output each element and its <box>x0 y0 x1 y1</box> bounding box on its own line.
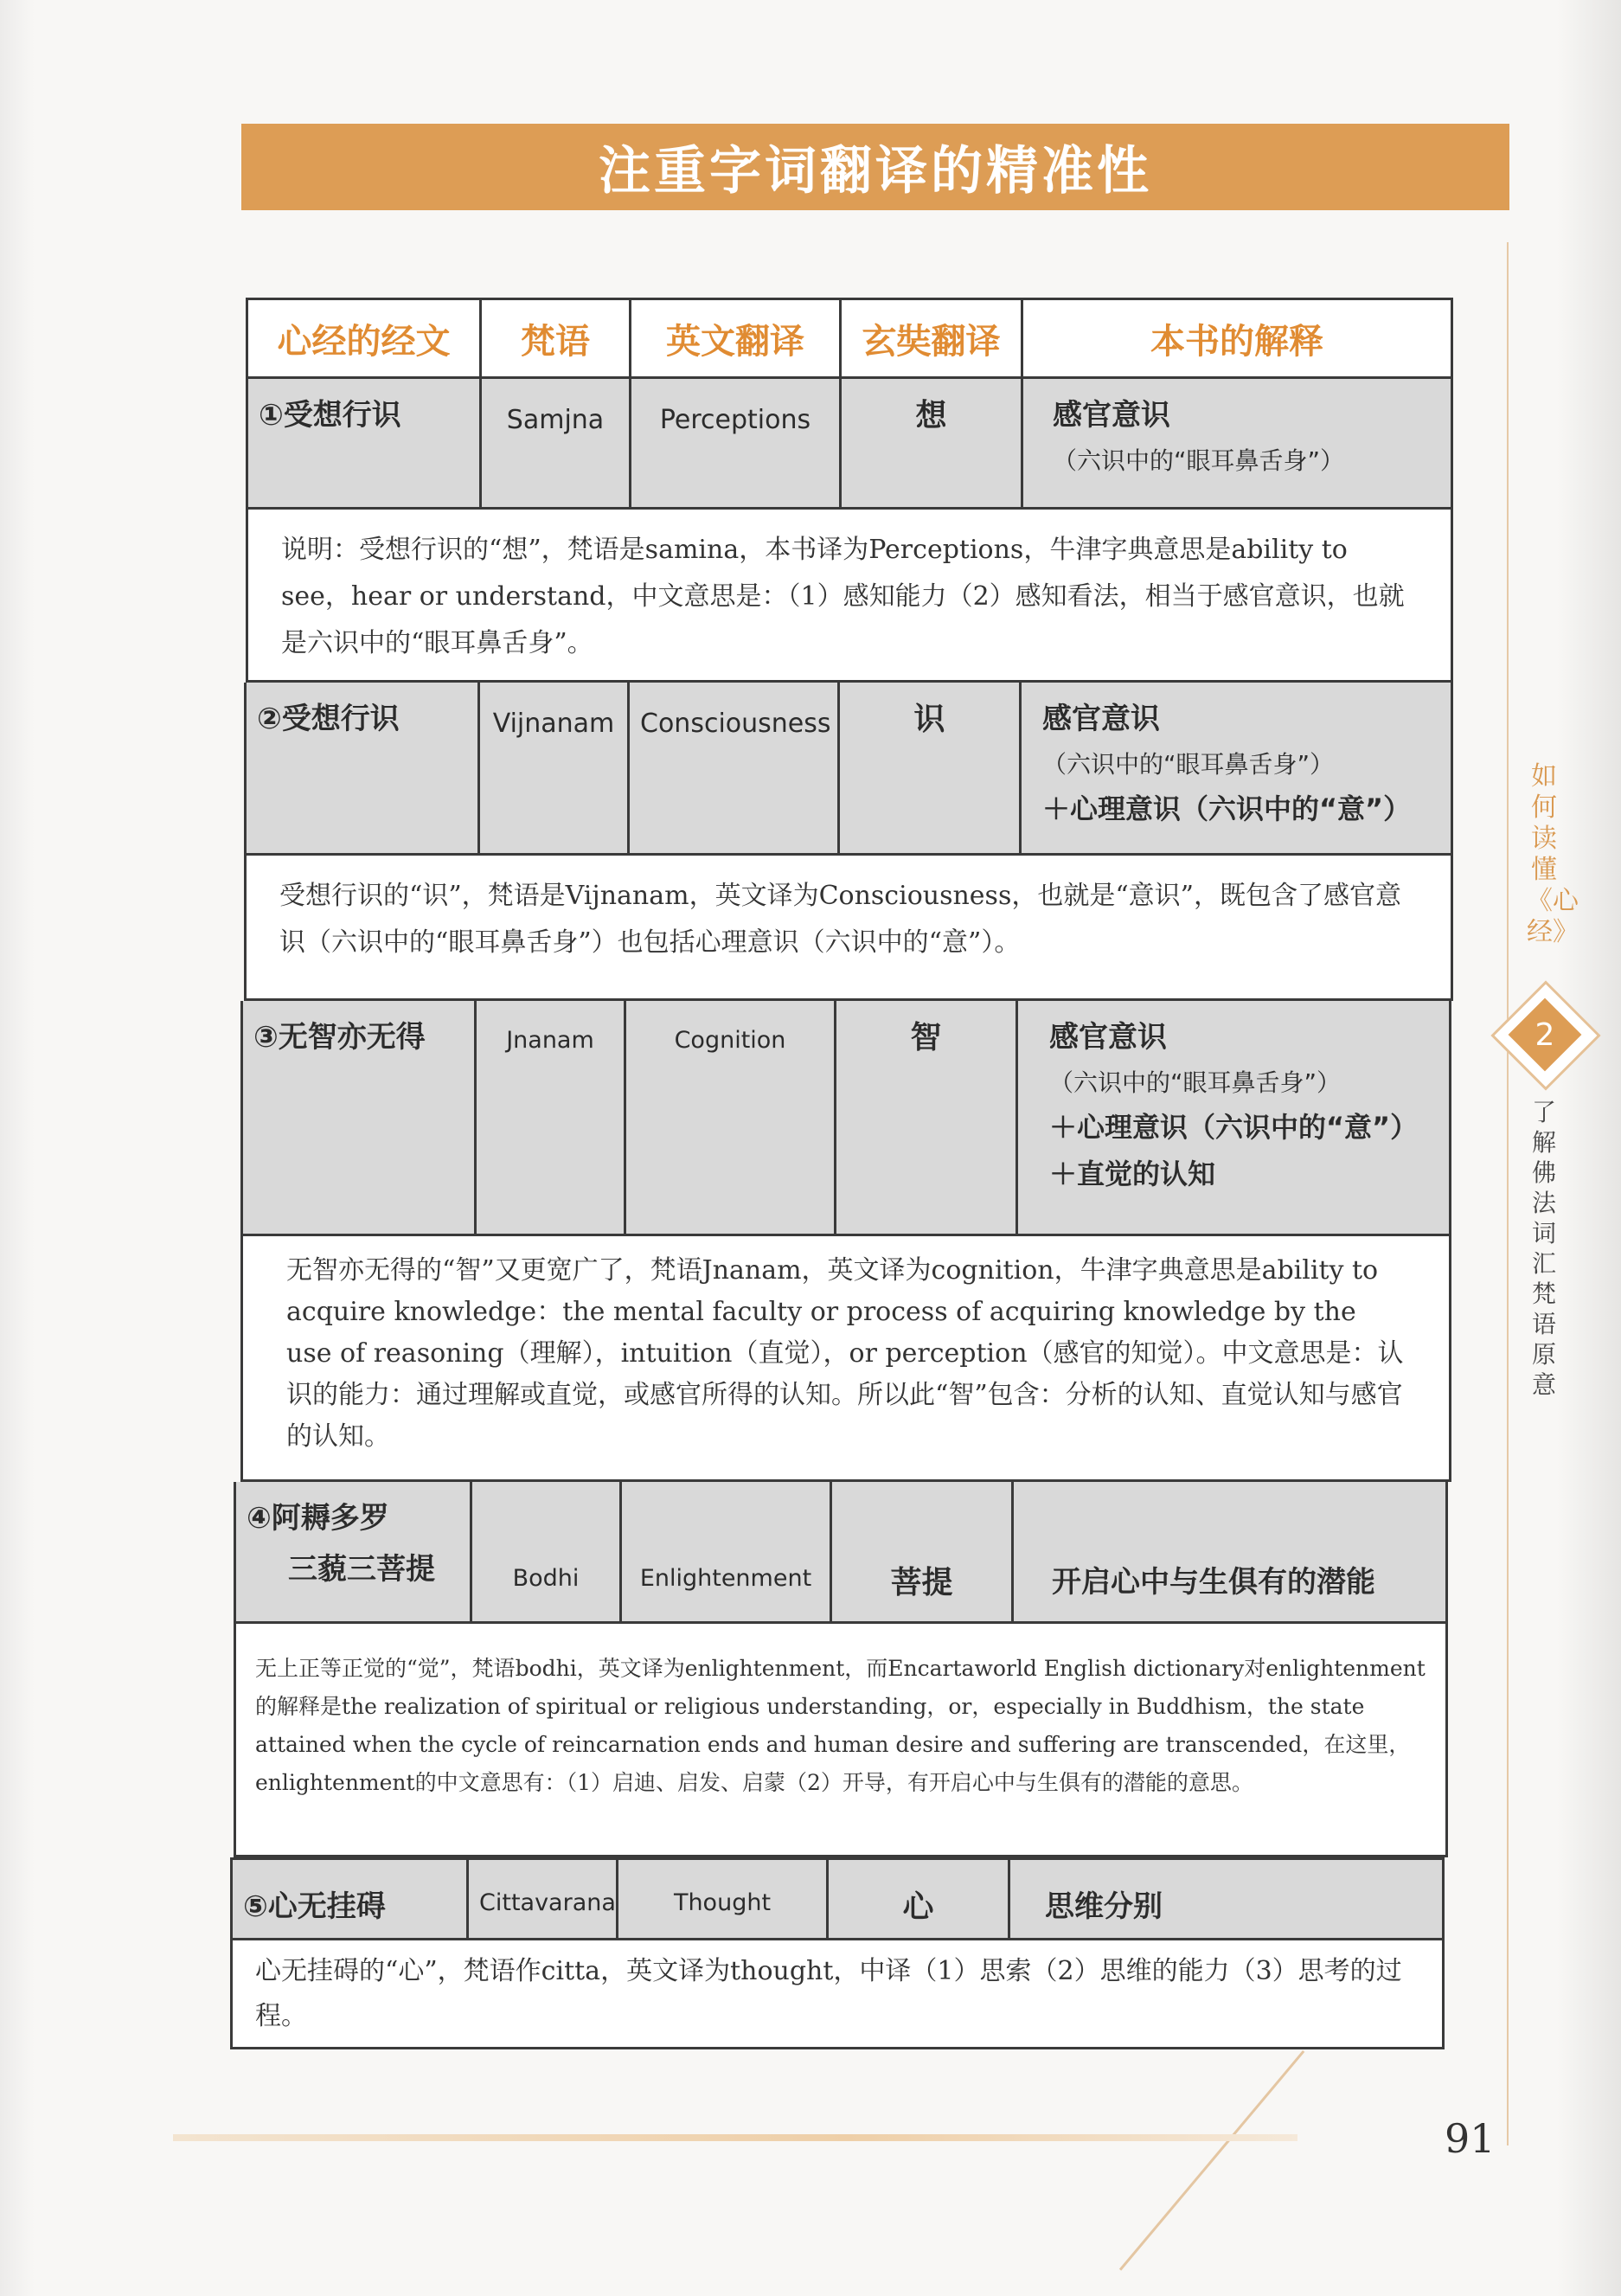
header-english: 英文翻译 <box>631 300 842 376</box>
page-number: 91 <box>1445 2115 1496 2162</box>
cell-sanskrit: Jnanam <box>477 1001 626 1234</box>
interp-sub: （六识中的“眼耳鼻舌身”） <box>1049 1068 1342 1097</box>
cell-sanskrit: Cittavarana <box>469 1860 618 1938</box>
interp-add: ＋心理意识（六识中的“意”） <box>1042 792 1412 825</box>
cell-term: ③无智亦无得 <box>243 1001 477 1234</box>
interp-add-2: ＋直觉的认知 <box>1049 1158 1216 1190</box>
title-banner <box>241 124 1509 210</box>
cell-english: Thought <box>618 1860 829 1938</box>
cell-english: Cognition <box>626 1001 836 1234</box>
cell-interpretation <box>1014 1482 1445 1621</box>
note-1: 说明：受想行识的“想”，梵语是samina，本书译为Perceptions，牛津字典意思是ability to see，hear or understand，中文意思是：（1）感知能力（2）感知看法，相当于感官意识，也就是六识中的“眼耳鼻舌身”。 <box>246 510 1453 683</box>
section-title-vertical: 了解佛法词汇梵语原意 <box>1531 1098 1556 1399</box>
decorative-border-right <box>1507 242 1509 2145</box>
cell-sanskrit: Bodhi <box>472 1482 622 1621</box>
interp-main: 感官意识 <box>1049 1020 1167 1055</box>
interp-main: 开启心中与生俱有的潜能 <box>1052 1565 1375 1600</box>
cell-xuanzang: 菩提 <box>832 1482 1014 1621</box>
cell-english: Consciousness <box>630 683 840 853</box>
cell-interpretation <box>1018 1001 1449 1234</box>
cell-term: ⑤心无挂碍 <box>233 1860 469 1938</box>
table-row <box>240 1001 1451 1236</box>
cell-xuanzang: 想 <box>842 379 1023 507</box>
cell-xuanzang: 智 <box>836 1001 1018 1234</box>
interp-main: 思维分别 <box>1045 1889 1163 1924</box>
cell-interpretation <box>1023 379 1451 507</box>
table-header <box>246 298 1453 379</box>
cell-xuanzang: 心 <box>829 1860 1010 1938</box>
cell-interpretation <box>1022 683 1451 853</box>
interp-sub: （六识中的“眼耳鼻舌身”） <box>1042 750 1335 779</box>
term-line-1: ④阿耨多罗 <box>247 1501 389 1536</box>
note-2: 受想行识的“识”，梵语是Vijnanam，英文译为Consciousness，也就是“意识”，既包含了感官意识（六识中的“眼耳鼻舌身”）也包括心理意识（六识中的“意”）。 <box>244 856 1453 1001</box>
page-title: 注重字词翻译的精准性 <box>599 141 1152 202</box>
cell-interpretation <box>1010 1860 1442 1938</box>
interp-add: ＋心理意识（六识中的“意”） <box>1049 1111 1419 1144</box>
note-4: 无上正等正觉的“觉”，梵语bodhi，英文译为enlightenment，而Encartaworld English dictionary对enlightenment的解释是the realization of spiritual or religious understanding，or，especially in Buddhism，the state attained when the cycle of reincarnation ends and human desire and suffering are transcended，在这里，enlightenment的中文意思有：（1）启迪、启发、启蒙（2）开导，有开启心中与生俱有的潜能的意思。 <box>234 1624 1448 1857</box>
chapter-number: 2 <box>1535 1017 1555 1053</box>
cell-xuanzang: 识 <box>840 683 1022 853</box>
note-5: 心无挂碍的“心”，梵语作citta，英文译为thought，中译（1）思索（2）思维的能力（3）思考的过程。 <box>230 1940 1445 2049</box>
table-row <box>234 1482 1448 1624</box>
cell-sanskrit: Vijnanam <box>480 683 630 853</box>
cell-term: ①受想行识 <box>248 379 482 507</box>
term-line-2: 三藐三菩提 <box>288 1552 435 1587</box>
cell-sanskrit: Samjna <box>482 379 631 507</box>
cell-term <box>236 1482 472 1621</box>
cell-english: Enlightenment <box>622 1482 832 1621</box>
header-interpretation: 本书的解释 <box>1150 321 1323 362</box>
footer-rule <box>173 2134 1297 2141</box>
header-sutra: 心经的经文 <box>248 300 482 376</box>
interp-main: 感官意识 <box>1053 398 1170 433</box>
table-row <box>244 683 1453 856</box>
table-row <box>246 379 1453 510</box>
cell-english: Perceptions <box>631 379 842 507</box>
header-sanskrit: 梵语 <box>482 300 631 376</box>
cell-term: ②受想行识 <box>247 683 480 853</box>
interp-sub: （六识中的“眼耳鼻舌身”） <box>1053 446 1345 475</box>
note-3: 无智亦无得的“智”又更宽广了，梵语Jnanam，英文译为cognition，牛津字典意思是ability to acquire knowledge：the mental faculty or process of acquiring knowledge by the use of reasoning（理解），intuition（直觉），or perception（感官的知觉）。中文意思是：认识的能力：通过理解或直觉，或感官所得的认知。所以此“智”包含：分析的认知、直觉认知与感官的认知。 <box>240 1236 1451 1482</box>
header-xuanzang: 玄奘翻译 <box>842 300 1023 376</box>
interp-main: 感官意识 <box>1042 702 1160 736</box>
chapter-title-vertical: 如何读懂《心经》 <box>1527 761 1579 947</box>
table-row <box>230 1857 1445 1940</box>
